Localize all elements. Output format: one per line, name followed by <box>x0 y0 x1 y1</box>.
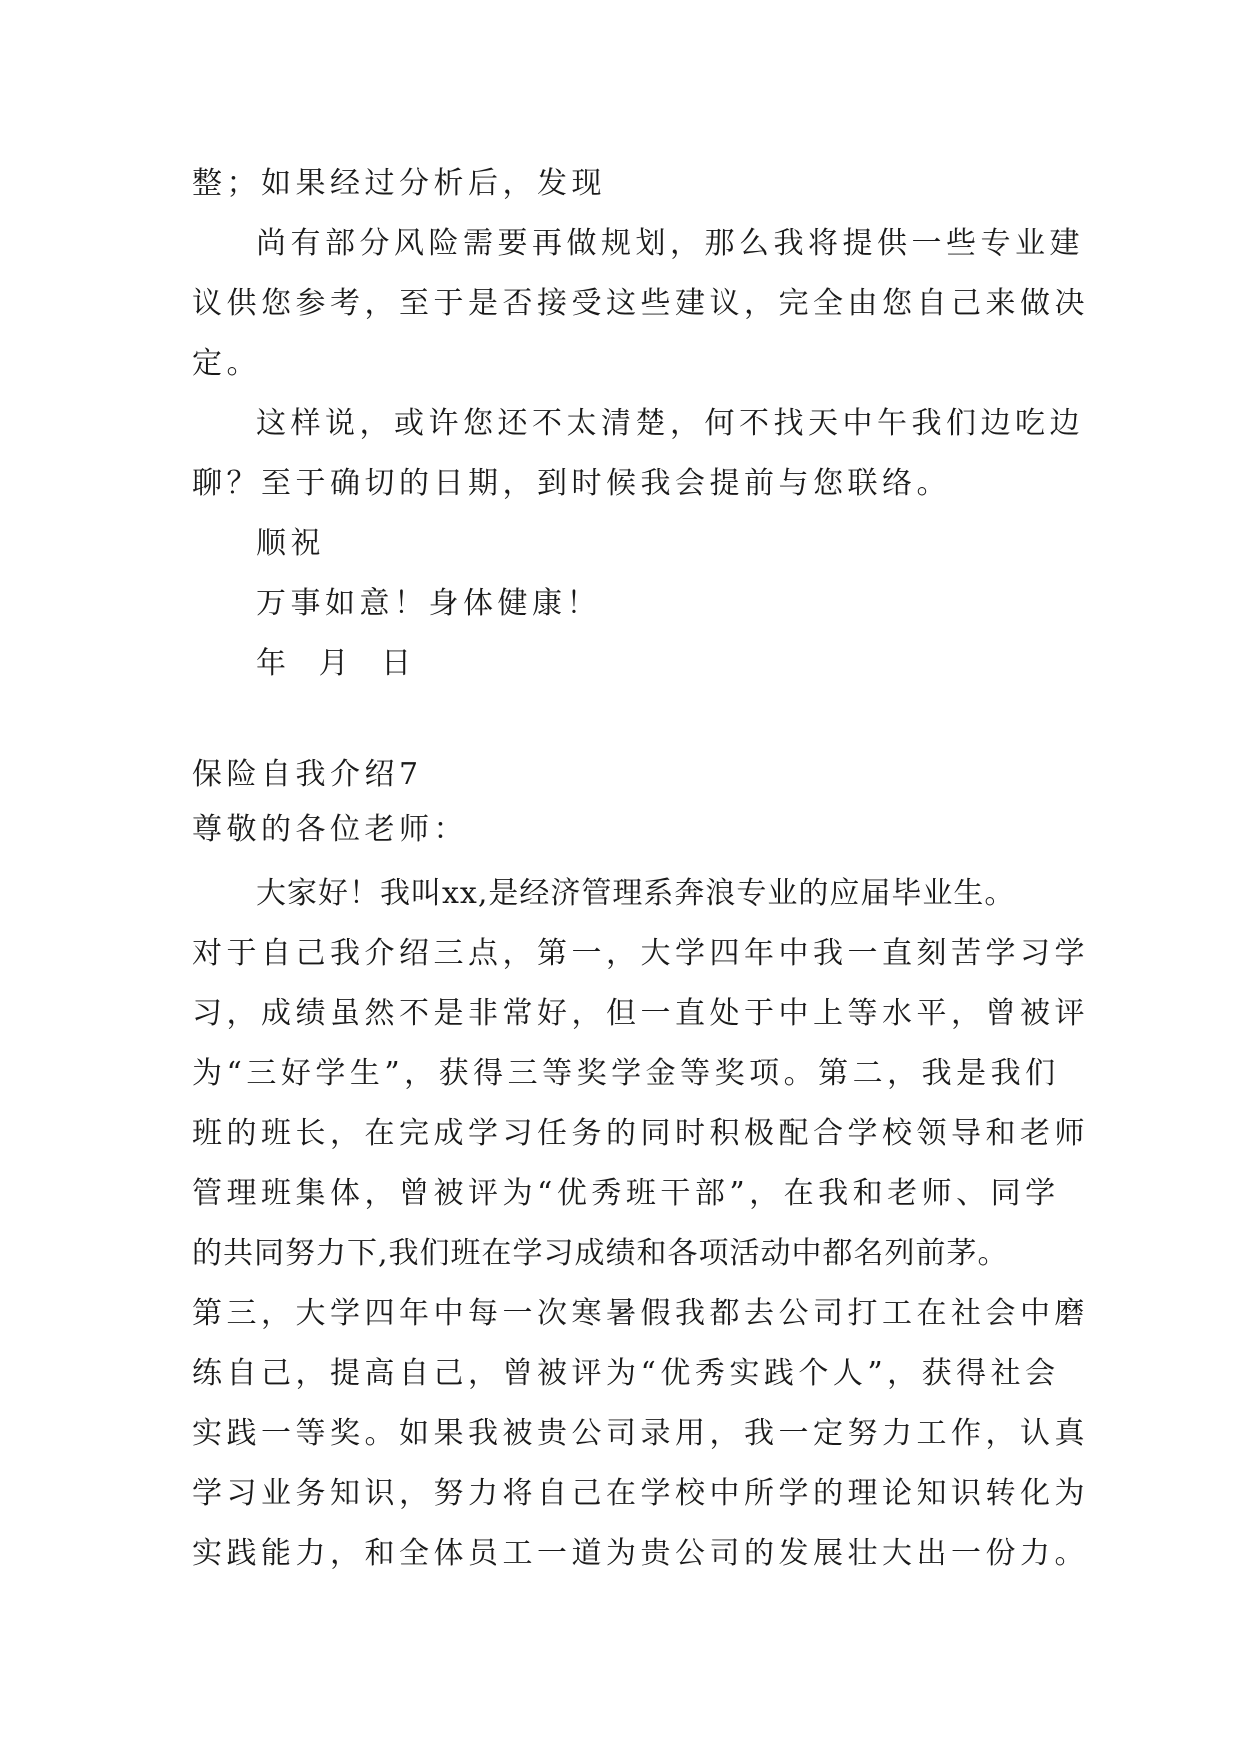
text-line: 尚有部分风险需要再做规划，那么我将提供一些专业建 <box>256 226 1084 261</box>
text-line: 大家好！我叫xx,是经济管理系奔浪专业的应届毕业生。 <box>256 876 1016 911</box>
text-line: 定。 <box>192 346 261 381</box>
text-line: 第三，大学四年中每一次寒暑假我都去公司打工在社会中磨 <box>192 1296 1089 1331</box>
text-line: 实践一等奖。如果我被贵公司录用，我一定努力工作，认真 <box>192 1416 1089 1451</box>
text-line: 学习业务知识，努力将自己在学校中所学的理论知识转化为 <box>192 1476 1089 1511</box>
text-line: 议供您参考，至于是否接受这些建议，完全由您自己来做决 <box>192 286 1089 321</box>
text-line: 对于自己我介绍三点，第一，大学四年中我一直刻苦学习学 <box>192 936 1089 971</box>
closing-wish: 万事如意！身体健康！ <box>256 586 601 621</box>
text-line: 班的班长，在完成学习任务的同时积极配合学校领导和老师 <box>192 1116 1089 1151</box>
text-line: 为“三好学生”，获得三等奖学金等奖项。第二，我是我们 <box>192 1056 1060 1091</box>
text-line: 练自己，提高自己，曾被评为“优秀实践个人”，获得社会 <box>192 1356 1060 1391</box>
section-title: 保险自我介绍7 <box>192 757 423 792</box>
text-line: 实践能力，和全体员工一道为贵公司的发展壮大出一份力。 <box>192 1536 1089 1571</box>
text-line: 这样说，或许您还不太清楚，何不找天中午我们边吃边 <box>256 406 1084 441</box>
text-line: 的共同努力下,我们班在学习成绩和各项活动中都名列前茅。 <box>192 1236 1009 1271</box>
text-line: 习，成绩虽然不是非常好，但一直处于中上等水平，曾被评 <box>192 996 1089 1031</box>
closing-salutation: 顺祝 <box>256 526 325 561</box>
greeting: 尊敬的各位老师： <box>192 812 468 847</box>
text-line: 整；如果经过分析后，发现 <box>192 166 606 201</box>
text-line: 管理班集体，曾被评为“优秀班干部”，在我和老师、同学 <box>192 1176 1060 1211</box>
text-line: 聊？至于确切的日期，到时候我会提前与您联络。 <box>192 466 951 501</box>
closing-date: 年 月 日 <box>256 646 416 681</box>
